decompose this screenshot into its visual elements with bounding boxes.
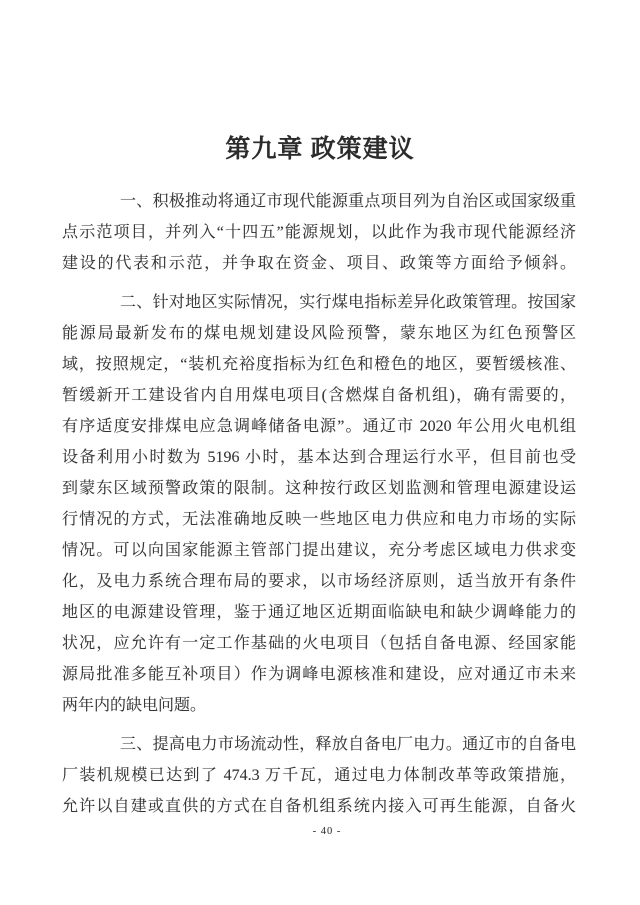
paragraph [62,729,576,822]
chapter-title: 第九章 政策建议 [225,136,415,163]
text-line: 有序适度安排煤电应急调峰储备电源”。通辽市 2020 年公用火电机组 [62,418,576,435]
text-line: 点示范项目，并列入“十四五”能源规划，以此作为我市现代能源经济 [62,224,576,241]
text-line: 一、积极推动将通辽市现代能源重点项目列为自治区或国家级重 [120,193,576,210]
text-line: 化，及电力系统合理布局的要求，以市场经济原则，适当放开有条件 [62,573,576,590]
text-line: 三、提高电力市场流动性，释放自备电厂电力。通辽市的自备电 [120,736,576,753]
text-line: 暂缓新开工建设省内自用煤电项目(含燃煤自备机组)，确有需要的， [62,387,576,404]
text-line: 地区的电源建设管理，鉴于通辽地区近期面临缺电和缺少调峰能力的 [62,604,576,621]
page-number: - 40 - [312,826,342,837]
document-body [0,165,640,822]
text-line: 两年内的缺电问题。 [62,697,207,714]
text-line: 域，按照规定，“装机充裕度指标为红色和橙色的地区，要暂缓核准、 [62,356,576,373]
text-line: 到蒙东区域预警政策的限制。这种按行政区划监测和管理电源建设运 [62,480,576,497]
text-line: 允许以自建或直供的方式在自备机组系统内接入可再生能源，自备火 [62,798,576,815]
text-line: 二、针对地区实际情况，实行煤电指标差异化政策管理。按国家 [120,294,576,311]
paragraph [62,186,576,279]
text-line: 厂装机规模已达到了 474.3 万千瓦，通过电力体制改革等政策措施， [62,767,576,784]
paragraph [62,287,576,721]
text-line: 情况。可以向国家能源主管部门提出建议，充分考虑区域电力供求变 [62,542,576,559]
text-line: 建设的代表和示范，并争取在资金、项目、政策等方面给予倾斜。 [62,255,576,272]
text-line: 设备利用小时数为 5196 小时，基本达到合理运行水平，但目前也受 [62,449,576,466]
text-line: 能源局最新发布的煤电规划建设风险预警，蒙东地区为红色预警区 [62,325,576,342]
text-line: 源局批准多能互补项目）作为调峰电源核准和建设，应对通辽市未来 [62,666,576,683]
text-line: 状况，应允许有一定工作基础的火电项目（包括自备电源、经国家能 [62,635,576,652]
text-line: 行情况的方式，无法准确地反映一些地区电力供应和电力市场的实际 [62,511,576,528]
